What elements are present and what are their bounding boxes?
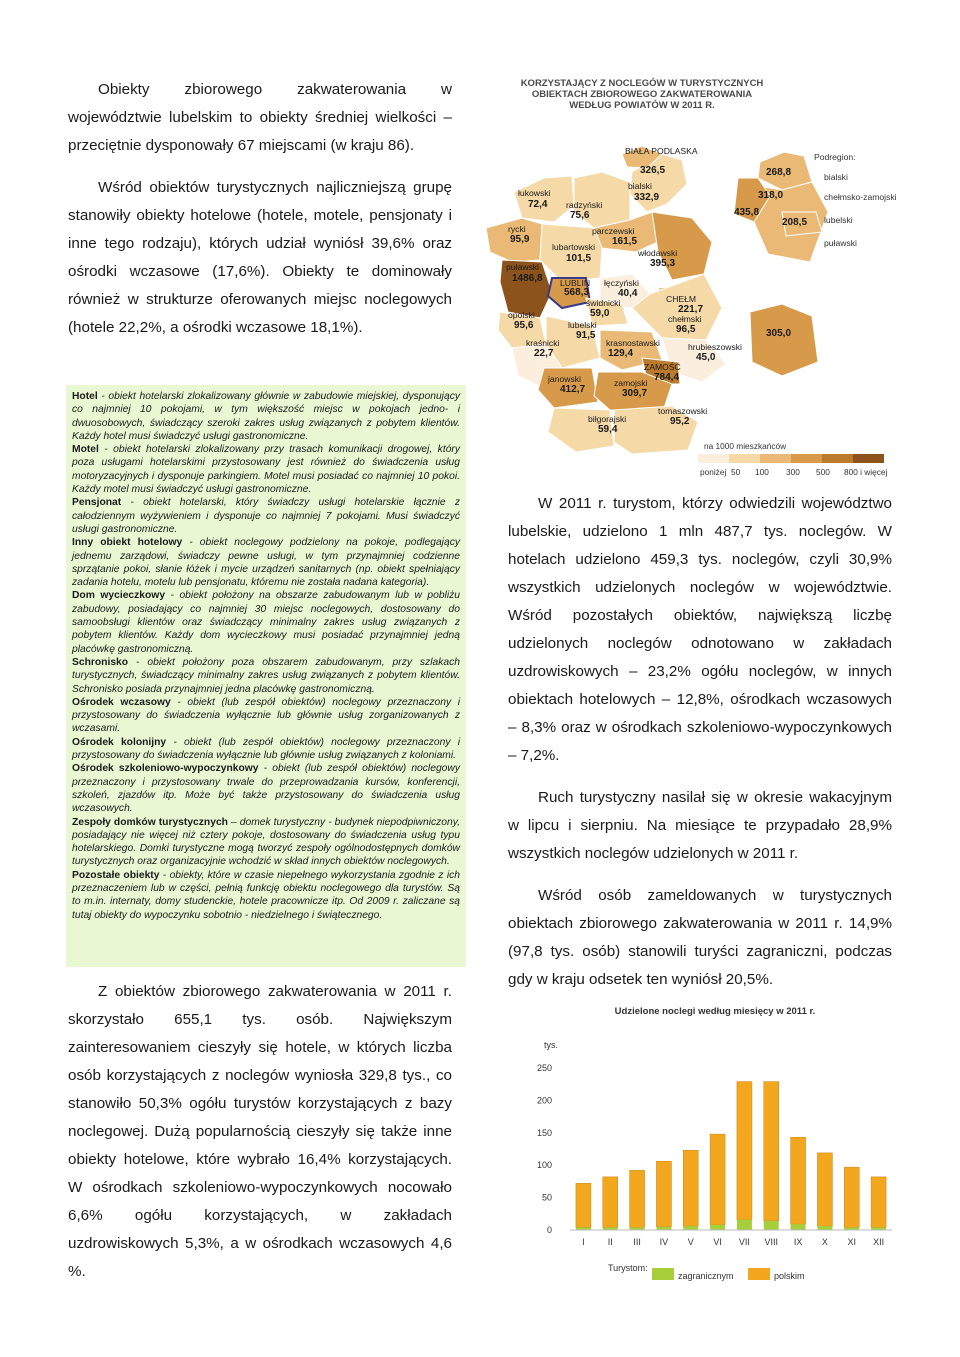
bar-polskim [710,1134,725,1225]
bar-polskim [844,1167,859,1227]
subregion-title: Podregion: [814,152,856,162]
map-value: 95,9 [510,234,530,245]
subregion-name: puławski [824,238,857,248]
map-label: CHEŁM [666,294,697,304]
map-value: 326,5 [640,165,666,176]
legend-swatch-zagranicznym [652,1268,674,1280]
map-value: 59,4 [598,424,618,435]
map-label: krasnostawski [606,338,660,348]
y-tick-label: 50 [541,1192,552,1203]
x-tick-label: III [633,1237,641,1247]
subregion-value: 318,0 [758,190,784,201]
definition-item [72,696,460,736]
definition-term: Zespoły domków turystycznych [72,816,228,828]
paragraph-object-size: Obiekty zbiorowego zakwaterowania w województwie lubelskim to obiekty średniej wielkości – przeciętnie dysponowały 67 miejscami (w kraju 86). [68,81,452,154]
x-tick-label: I [582,1237,585,1247]
map-label: radzyński [566,200,603,210]
users-text-block [68,978,452,1286]
bar-polskim [817,1153,832,1226]
map-value: 221,7 [678,304,704,315]
map-value: 59,0 [590,308,610,319]
paragraph-season: Ruch turystyczny nasilał się w okresie wakacyjnym w lipcu i sierpniu. Na miesiące te przypadało 28,9% wszystkich noclegów udzielonych w 2011 r. [508,789,892,862]
y-tick-label: 100 [536,1160,552,1171]
x-tick-label: XI [847,1237,857,1247]
map-label: łęczyński [604,278,639,288]
map-label: chełmski [668,314,702,324]
nights-text-block [508,490,892,994]
legend-label: 300 [786,467,800,477]
bar-zagranicznym [817,1226,832,1230]
x-tick-label: VIII [764,1237,779,1247]
x-tick-label: XII [873,1237,885,1247]
map-value: 91,5 [576,330,596,341]
bar-zagranicznym [791,1224,806,1230]
map-value: 568,3 [564,287,590,298]
legend-label: 50 [731,467,741,477]
map-label: ZAMOŚĆ [644,362,681,372]
definitions-box [66,385,466,967]
map-label: świdnicki [586,298,621,308]
bar-zagranicznym [764,1221,779,1230]
definition-text: - obiekt noclegowy podzielony na pokoje, podlegający jednemu zarządowi, świadczy pewne usługi, w tym przynajmniej codzienne sprzątanie pokoi, słanie łóżek i mycie urządzeń sanitarnych (np. obiekt spełniający zadania hotelu, motelu lub pensjonatu, któremu nie została nadana kategoria). [72,537,460,589]
legend-title: na 1000 mieszkańców [704,441,787,451]
bar-polskim [630,1170,645,1227]
y-axis-unit: tys. [544,1040,559,1050]
definition-item [72,869,460,922]
map-label: zamojski [614,378,648,388]
definition-item [72,443,460,496]
definition-item [72,496,460,536]
map-value: 40,4 [618,288,638,299]
map-label: puławski [506,262,539,272]
definition-term: Ośrodek szkoleniowo-wypoczynkowy [72,763,259,775]
map-title-line: WEDŁUG POWIATÓW W 2011 R. [569,100,715,111]
bar-polskim [683,1150,698,1226]
bar-polskim [871,1177,886,1228]
definition-term: Pozostałe obiekty [72,869,160,881]
map-label: rycki [508,224,526,234]
definition-item [72,762,460,815]
map-value: 332,9 [634,192,660,203]
map-label: lubelski [568,320,597,330]
map-value: 72,4 [528,199,548,210]
map-title-line: KORZYSTAJĄCY Z NOCLEGÓW W TURYSTYCZNYCH [520,78,764,89]
definition-text: - obiekt (lub zespół obiektów) noclegowy przeznaczony i przystosowany do świadczenia wyłącznie lub głównie usług związanych z koloniami. [72,736,460,762]
map-label: opolski [508,310,535,320]
definition-item [72,816,460,869]
y-tick-label: 250 [536,1063,552,1073]
x-tick-label: II [607,1237,613,1247]
bar-zagranicznym [683,1226,698,1230]
definition-text: - obiekt hotelarski zlokalizowany głównie w zabudowie miejskiej, dysponujący co najmniej 10 pokojami, w tym większość miejsc w pokojach jedno- i dwuosobowych, świadczący szeroki zakres usług związanych z pobytem klientów. Każdy hotel musi świadczyć usługi gastronomiczne. [72,391,460,442]
legend-label: 100 [755,467,769,477]
bar-polskim [576,1183,591,1227]
map-value: 95,6 [514,320,534,331]
map-value: 784,4 [654,372,680,383]
bar-polskim [791,1137,806,1224]
definition-text: – domek turystyczny - budynek niepodpiwniczony, posiadający nie więcej niż cztery pokoje, dostosowany do świadczenia usług typu hotelarskiego. Domki turystyczne mogą tworzyć zespoły ogólnodostępnych domków turystycznych oraz organizacyjnie wchodzić w skład innych obiektów noclegowych. [72,816,460,868]
definition-term: Pensjonat [72,497,122,509]
definition-text: - obiekt (lub zespół obiektów) noclegowy przeznaczony i przystosowany do świadczenia wyłącznie lub głównie usług zorganizowanych z wczasami. [72,696,460,735]
legend-label: polskim [774,1271,805,1281]
paragraph-foreign: Wśród osób zameldowanych w turystycznych obiektach zbiorowego zakwaterowania w 2011 r. 14,9% (97,8 tys. osób) stanowili turyści zagraniczni, podczas gdy w kraju odsetek ten wyniósł 20,5%. [508,887,892,988]
monthly-nights-chart [500,1000,900,1300]
map-value: 101,5 [566,253,592,264]
map-value: 45,0 [696,352,716,363]
bar-zagranicznym [710,1225,725,1230]
map-value: 1486,8 [512,273,543,284]
subregion-lower [750,304,818,376]
map-svg [482,72,902,484]
x-tick-label: IV [659,1237,669,1247]
subregion-value: 305,0 [766,328,792,339]
definition-term: Dom wycieczkowy [72,590,166,602]
map-label: lubartowski [552,242,595,252]
map-value: 129,4 [608,348,634,359]
map-label: kraśnicki [526,338,560,348]
map-label: biłgorajski [588,414,627,424]
subregion-value: 268,8 [766,167,792,178]
map-value: 412,7 [560,384,586,395]
definition-term: Inny obiekt hotelowy [72,537,183,549]
definition-term: Hotel [72,391,98,402]
bar-polskim [764,1082,779,1221]
definition-term: Ośrodek kolonijny [72,736,167,748]
legend-label: poniżej [700,467,727,477]
definition-text: - obiekt hotelarski zlokalizowany przy trasach komunikacji drogowej, który poza usługami hotelarskimi przystosowany jest również do świadczenia usług motoryzacyjnych i dysponuje parkingiem. Motel musi posiadać co najmniej 10 pokoi. Każdy motel musi świadczyć usługi gastronomiczne. [72,444,460,496]
paragraph-nights: W 2011 r. turystom, którzy odwiedzili województwo lubelskie, udzielono 1 mln 487,7 tys. noclegów. W hotelach udzielono 459,3 tys. noclegów, czyli 30,9% wszystkich udzielonych noclegów w województwie. Wśród pozostałych obiektów, największą liczbę udzielonych noclegów odnotowano w zakładach uzdrowiskowych – 23,2% ogółu noclegów, w innych obiektach hotelowych – 12,8%, ośrodkach wczasowych – 8,3% oraz w ośrodkach szkoleniowo-wypoczynkowych – 7,2%. [508,495,892,764]
legend-label: 500 [816,467,830,477]
definition-term: Motel [72,444,99,456]
legend-label: zagranicznym [678,1271,734,1281]
legend-scale-bar [698,454,884,463]
paragraph-object-types: Wśród obiektów turystycznych najliczniejszą grupę stanowiły obiekty hotelowe (hotele, motele, pensjonaty i inne tego rodzaju), których udział wyniósł 39,6% oraz ośrodki wczasowe (17,6%). Obiekty te dominowały również w strukturze oferowanych miejsc noclegowych (hotele 22,2%, a ośrodki wczasowe 18,1%). [68,179,452,336]
map-label: BIAŁA PODLASKA [625,146,698,156]
region-wlodawski [652,212,712,280]
definition-text: - obiekty, które w czasie niepełnego wykorzystania zgodnie z ich przeznaczeniem lub w części, pełnią funkcję obiektu noclegowego dla turystów. Są to m.in. internaty, domy studenckie, hotele pracownicze itp. Od 2009 r. zaliczane są tutaj obiekty do wypoczynku sobotnio - niedzielnego i świątecznego. [72,869,460,921]
subregion-name: chełmsko-zamojski [824,192,897,202]
map-label: łukowski [518,188,551,198]
definition-text: - obiekt (lub zespół obiektów) noclegowy przeznaczony i przystosowany trwale do przeprowadzania kursów, konferencji, szkoleń, zjazdów itp. Może być także przystosowany do świadczenia usług wczasowych. [72,763,460,815]
map-label: janowski [548,374,581,384]
subregion-name: lubelski [824,215,853,225]
map-label: hrubieszowski [688,342,742,352]
subregion-value: 435,8 [734,207,760,218]
map-label: LUBLIN [560,278,591,288]
map-title-line: OBIEKTACH ZBIOROWEGO ZAKWATEROWANIA [531,89,753,100]
definition-text: - obiekt hotelarski, który świadczy usługi hotelarskie łącznie z całodziennym wyżywieniem i dysponuje co najmniej 7 pokojami. Musi świadczyć usługi gastronomiczne. [72,497,460,535]
chart-title: Udzielone noclegi według miesięcy w 2011 r. [614,1006,816,1017]
map-value: 95,2 [670,416,690,427]
map-figure [482,72,902,484]
legend-title: Turystom: [608,1263,648,1273]
subregion-value: 208,5 [782,217,808,228]
map-value: 75,6 [570,210,590,221]
map-value: 161,5 [612,236,638,247]
definition-item [72,536,460,589]
subregion-name: bialski [824,172,848,182]
map-value: 96,5 [676,324,696,335]
intro-text-block [68,76,452,342]
definition-item [72,656,460,696]
bar-zagranicznym [737,1220,752,1230]
definition-term: Ośrodek wczasowy [72,696,171,708]
bar-polskim [737,1082,752,1220]
definition-item [72,736,460,763]
map-label: tomaszowski [658,406,708,416]
y-tick-label: 150 [536,1127,552,1138]
y-tick-label: 200 [536,1095,552,1106]
x-tick-label: VII [738,1237,750,1247]
chart-svg [500,1000,900,1300]
x-tick-label: V [687,1237,694,1247]
map-value: 395,3 [650,258,676,269]
definition-text: - obiekt położony na obszarze zabudowanym lub w pobliżu zabudowy, posiadający co najmniej 30 miejsc noclegowych, dostosowany do samoobsługi klientów oraz świadczący minimalny zakres usług związanych z pobytem klientów. Każdy dom wycieczkowy musi posiadać przynajmniej jedną placówkę gastronomiczną. [72,590,460,655]
legend-label: 800 i więcej [844,467,888,477]
definition-item [72,390,460,443]
y-tick-label: 0 [546,1225,552,1235]
x-tick-label: X [821,1237,828,1247]
map-label: bialski [628,181,652,191]
paragraph-users: Z obiektów zbiorowego zakwaterowania w 2011 r. skorzystało 655,1 tys. osób. Największym zainteresowaniem cieszyły się hotele, w których liczba osób korzystających z noclegów wyniosła 329,8 tys., co stanowiło 50,3% ogółu turystów korzystających z bazy noclegowej. Dużą popularnością cieszyły się także inne obiekty hotelowe, które wybrało 16,4% korzystających. W ośrodkach szkoleniowo-wypoczynkowych nocowało 6,6% ogółu korzystających, w zakładach uzdrowiskowych 5,3%, a w ośrodkach wczasowych 4,6 %. [68,983,452,1280]
definition-item [72,589,460,655]
x-tick-label: IX [793,1237,803,1247]
map-label: parczewski [592,226,635,236]
x-tick-label: VI [713,1237,722,1247]
map-label: włodawski [638,248,678,258]
definition-text: - obiekt położony poza obszarem zabudowanym, przy szlakach turystycznych, świadczący minimalny zakres usług związanych z pobytem klientów. Schronisko posiada przynajmniej jedna placówkę gastronomiczną. [72,656,460,695]
map-value: 22,7 [534,348,554,359]
map-value: 309,7 [622,388,648,399]
bar-polskim [656,1161,671,1226]
legend-swatch-polskim [748,1268,770,1280]
bar-polskim [603,1177,618,1228]
definition-term: Schronisko [72,656,129,668]
